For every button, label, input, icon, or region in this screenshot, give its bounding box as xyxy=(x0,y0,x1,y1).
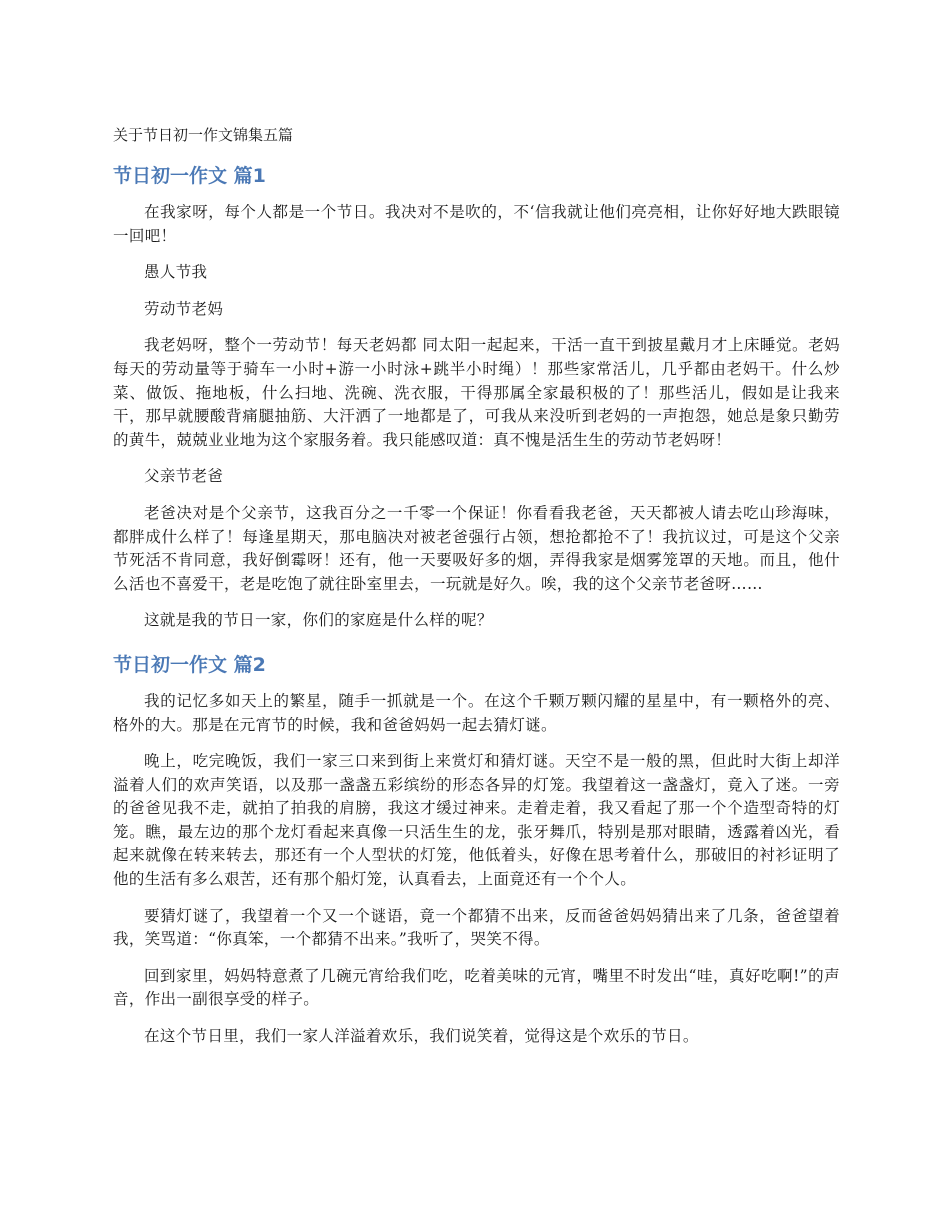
section-heading-1: 节日初一作文 篇1 xyxy=(113,165,266,187)
paragraph: 回到家里，妈妈特意煮了几碗元宵给我们吃，吃着美味的元宵，嘴里不时发出“哇，真好吃啊!”的声音，作出一副很享受的样子。 xyxy=(113,966,840,1009)
paragraph: 我老妈呀，整个一劳动节！每天老妈都 同太阳一起起来，干活一直干到披星戴月才上床睡觉。老妈每天的劳动量等于骑车一小时+游一小时泳+跳半小时绳）！那些家常活儿，几乎都由老妈干。什么炒菜、做饭、拖地板，什么扫地、洗碗、洗衣服，干得那属全家最积极的了！那些活儿，假如是让我来干，那早就腰酸背痛腿抽筋、大汗洒了一地都是了，可我从来没听到老妈的一声抱怨，她总是象只勤劳的黄牛，兢兢业业地为这个家服务着。我只能感叹道：真不愧是活生生的劳动节老妈呀！ xyxy=(113,336,840,449)
paragraph: 父亲节老爸 xyxy=(144,467,224,486)
paragraph: 要猜灯谜了，我望着一个又一个谜语，竟一个都猜不出来，反而爸爸妈妈猜出来了几条，爸爸望着我，笑骂道：“你真笨，一个都猜不出来。”我听了，哭笑不得。 xyxy=(113,906,840,949)
paragraph: 劳动节老妈 xyxy=(144,299,224,318)
document-page xyxy=(113,124,840,1049)
paragraph: 晚上，吃完晚饭，我们一家三口来到街上来赏灯和猜灯谜。天空不是一般的黑，但此时大街上却洋溢着人们的欢声笑语，以及那一盏盏五彩缤纷的形态各异的灯笼。我望着这一盏盏灯，竟入了迷。一旁的爸爸见我不走，就拍了拍我的肩膀，我这才缓过神来。走着走着，我又看起了那一个个造型奇特的灯笼。瞧，最左边的那个龙灯看起来真像一只活生生的龙，张牙舞爪，特别是那对眼睛，透露着凶光，看起来就像在转来转去，那还有一个人型状的灯笼，他低着头，好像在思考着什么，那破旧的衬衫证明了他的生活有多么艰苦，还有那个船灯笼，认真看去，上面竟还有一个个人。 xyxy=(113,752,840,889)
paragraph: 愚人节我 xyxy=(144,263,208,282)
section-body-2 xyxy=(113,690,840,1049)
paragraph: 老爸决对是个父亲节，这我百分之一千零一个保证！你看看我老爸，天天都被人请去吃山珍海味，都胖成什么样了！每逢星期天，那电脑决对被老爸强行占领，想抢都抢不了！我抗议过，可是这个父亲节死活不肯同意，我好倒霉呀！还有，他一天要吸好多的烟，弄得我家是烟雾笼罩的天地。而且，他什么活也不喜爱干，老是吃饱了就往卧室里去，一玩就是好久。唉，我的这个父亲节老爸呀…… xyxy=(113,503,840,593)
paragraph: 在我家呀，每个人都是一个节日。我决对不是吹的，不‘信我就让他们亮亮相，让你好好地大跌眼镜一回吧！ xyxy=(113,203,840,245)
document-title: 关于节日初一作文锦集五篇 xyxy=(113,126,294,144)
paragraph: 在这个节日里，我们一家人洋溢着欢乐，我们说笑着，觉得这是个欢乐的节日。 xyxy=(144,1027,699,1046)
paragraph: 我的记忆多如天上的繁星，随手一抓就是一个。在这个千颗万颗闪耀的星星中，有一颗格外的亮、格外的大。那是在元宵节的时候，我和爸爸妈妈一起去猜灯谜。 xyxy=(113,691,840,734)
paragraph: 这就是我的节日一家，你们的家庭是什么样的呢？ xyxy=(144,611,493,630)
section-heading-2: 节日初一作文 篇2 xyxy=(113,653,266,676)
section-body-1 xyxy=(113,201,840,633)
